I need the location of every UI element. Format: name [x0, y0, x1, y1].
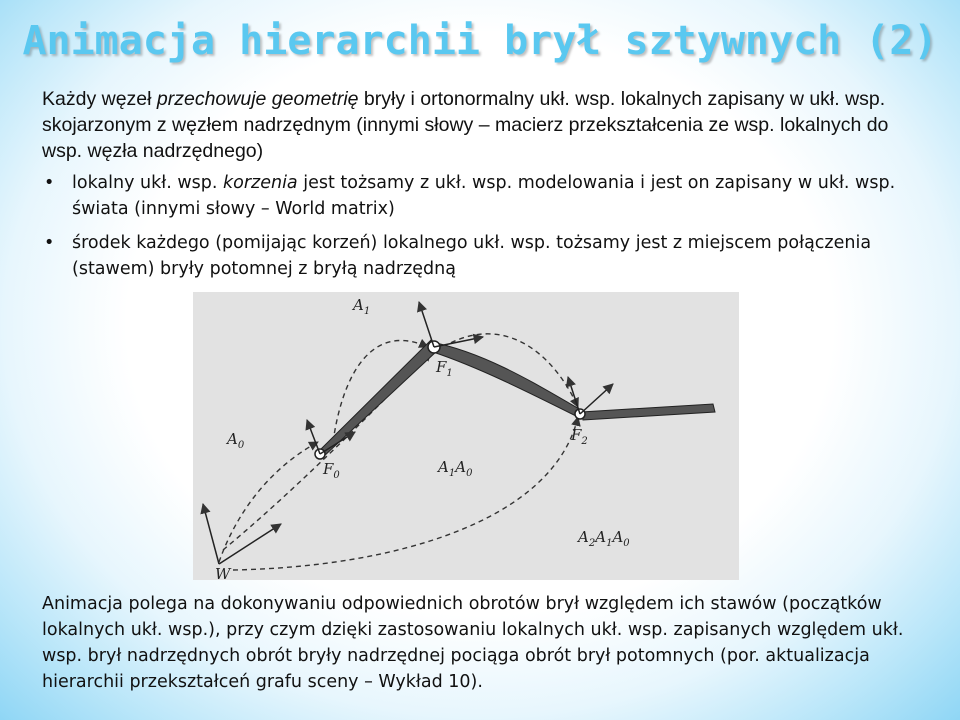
svg-text:F1	[435, 358, 453, 379]
axis-w-1	[203, 504, 219, 564]
intro-text-1: Każdy węzeł	[42, 88, 157, 110]
label-f0-sub: 0	[333, 470, 340, 481]
label-a1a0: A	[438, 458, 449, 476]
intro-text-2: bryły i ortonormalny ukł. wsp. lokalnych zapisany w ukł. wsp. skojarzonym z węzłem nadrzędnym (innymi słowy – macierz przekształcenia ze wsp. lokalnych do wsp. węzła nadrzędnego)	[42, 88, 889, 162]
hierarchy-diagram	[193, 292, 739, 580]
bullet-item-joint	[42, 230, 932, 282]
label-a0: A	[227, 430, 238, 448]
rigid-body-1	[431, 342, 581, 416]
intro-paragraph	[42, 86, 922, 164]
label-a1: A	[353, 296, 364, 314]
label-a0-sub: 0	[237, 440, 245, 451]
summary-paragraph: Animacja polega na dokonywaniu odpowiednich obrotów brył względem ich stawów (początków lokalnych ukł. wsp.), przy czym dzięki zastosowaniu lokalnych ukł. wsp. zapisanych względem ukł. wsp. brył nadrzędnych obrót bryły nadrzędnej pociąga obrót brył potomnych (por. aktualizacja hierarchii przekształceń grafu sceny – Wykład 10).	[42, 594, 904, 692]
svg-text:A2A1A0: $A_2A_1A_0$	[578, 528, 630, 549]
dashed-path-w-f2	[233, 417, 578, 570]
bullet-item-root	[42, 170, 932, 222]
label-f1-sub: 1	[446, 368, 453, 379]
label-w: W	[215, 565, 231, 580]
axis-w-2	[219, 524, 281, 564]
svg-text:F2	[570, 426, 588, 447]
dashed-path-w-f0	[219, 442, 318, 562]
axis-f1-1	[419, 302, 434, 347]
label-f2: F	[571, 426, 582, 444]
bullet-marker: •	[44, 233, 55, 253]
rigid-body-2	[581, 404, 715, 420]
svg-text:F0	[322, 460, 340, 481]
label-f0: F	[323, 460, 334, 478]
axis-f0-1	[307, 420, 320, 454]
intro-text-italic: przechowuje geometrię	[156, 88, 359, 110]
axis-f2-2	[580, 384, 613, 414]
label-a2a1a0: A	[578, 528, 589, 546]
label-a1-sub: 1	[363, 306, 371, 317]
bullet-text-1-italic: korzenia	[222, 173, 298, 193]
bullet-text-2: środek każdego (pomijając korzeń) lokalnego ukł. wsp. tożsamy jest z miejscem połączenia (stawem) bryły potomnej z bryłą nadrzędną	[72, 233, 872, 279]
label-f2-sub: 2	[581, 436, 588, 447]
slide-title: Animacja hierarchii brył sztywnych (2)	[22, 18, 938, 64]
bullet-text-1a: lokalny ukł. wsp.	[72, 173, 223, 193]
label-f1: F	[436, 358, 447, 376]
bullet-marker: •	[44, 173, 55, 193]
svg-text:A1A0: $A_1A_0$	[438, 458, 473, 479]
bullet-text-1b: jest tożsamy z ukł. wsp. modelowania i jest on zapisany w ukł. wsp. świata (innymi słowy – World matrix)	[72, 173, 896, 219]
svg-text:A0	[225, 430, 245, 451]
svg-text:A1	[351, 296, 370, 317]
hierarchy-figure	[193, 292, 739, 580]
bullet-list	[42, 170, 932, 290]
axis-f1-2	[434, 337, 483, 347]
rigid-body-0	[318, 340, 438, 457]
